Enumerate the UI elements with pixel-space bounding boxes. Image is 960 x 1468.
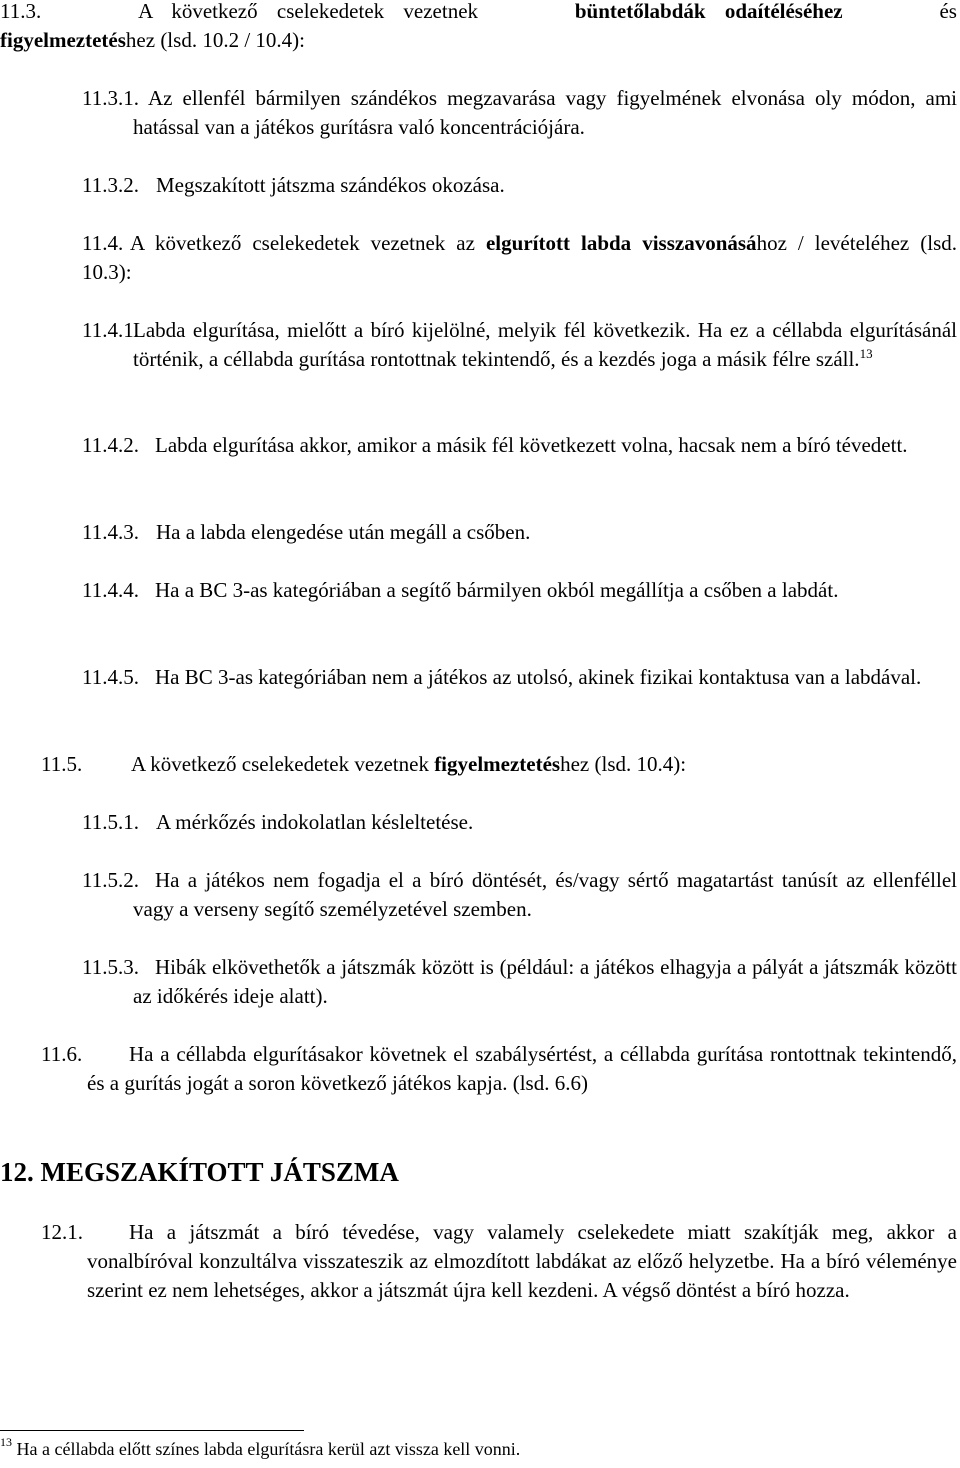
- section-keyword: figyelmeztetés: [0, 28, 126, 52]
- section-number: 11.4.1.: [82, 318, 139, 342]
- section-number: 11.4.: [82, 231, 124, 255]
- section-11-5-3-text: Hibák elkövethetők a játszmák között is (például: a játékos elhagyja a pályát a játszmák között az időkérés ideje alatt).: [133, 955, 957, 1008]
- footnote-marker: 13: [0, 1435, 12, 1449]
- section-11-5-2-text: Ha a játékos nem fogadja el a bíró döntését, és/vagy sértő magatartást tanúsít az ellenféllel vagy a verseny segítő személyzetével szemben.: [133, 868, 957, 921]
- section-number: 12.1.: [41, 1220, 83, 1244]
- footnote: [0, 1437, 520, 1461]
- section-11-5-line: [131, 750, 686, 779]
- section-text: hez (lsd. 10.4):: [560, 752, 687, 776]
- section-text: és: [939, 0, 957, 23]
- section-text: A következő cselekedetek vezetnek az: [130, 231, 475, 255]
- section-number: 11.3.2.: [82, 173, 139, 197]
- section-11-5-1-text: A mérkőzés indokolatlan késleltetése.: [156, 810, 474, 834]
- section-number: 11.5.3.: [82, 955, 139, 979]
- section-number: 11.5.: [41, 752, 83, 776]
- section-number: 11.6.: [41, 1042, 83, 1066]
- section-text: Labda elgurítása, mielőtt a bíró kijelölné, melyik fél következik. Ha ez a céllabda elgurításánál történik, a céllabda gurítása rontottnak tekintendő, és a kezdés joga a másik félre száll.: [133, 318, 957, 371]
- section-number: 11.4.5.: [82, 665, 139, 689]
- section-11-4-text: [82, 229, 957, 287]
- section-keyword: figyelmeztetés: [434, 752, 561, 776]
- section-number: 11.5.1.: [82, 810, 139, 834]
- section-text: hoz / levételéhez (lsd. 10.3):: [82, 231, 957, 284]
- section-11-3-1-text: Az ellenfél bármilyen szándékos megzavarása vagy figyelmének elvonása oly módon, ami hatással van a játékos gurításra való koncentrációjára.: [133, 86, 957, 139]
- section-keyword: elgurított labda visszavonásá: [485, 231, 757, 255]
- section-12-1-text: Ha a játszmát a bíró tévedése, vagy valamely cselekedete miatt szakítják meg, akkor a vonalbíróval konzultálva visszateszik az elmozdított labdákat az előző helyzetbe. Ha a bíró véleménye szerint ez nem lehetséges, akkor a játszmát újra kell kezdeni. A végső döntést a bíró hozza.: [87, 1220, 957, 1302]
- footnote-reference[interactable]: 13: [859, 346, 873, 361]
- section-number: 11.3.1.: [82, 86, 139, 110]
- footnote-text: Ha a céllabda előtt színes labda elgurításra kerül azt vissza kell vonni.: [16, 1439, 521, 1459]
- section-11-3-2-text: Megszakított játszma szándékos okozása.: [156, 173, 505, 197]
- section-number: 11.4.4.: [82, 578, 139, 602]
- section-11-3-line-2: [0, 26, 305, 55]
- section-11-6-text: Ha a céllabda elgurításakor követnek el szabálysértést, a céllabda gurítása rontottnak tekintendő, és a gurítás jogát a soron következő játékos kapja. (lsd. 6.6): [87, 1042, 957, 1095]
- section-number: 11.4.2.: [82, 433, 139, 457]
- section-11-3-line-1: [0, 0, 957, 26]
- section-number: 11.3.: [0, 0, 42, 23]
- section-text: hez (lsd. 10.2 / 10.4):: [125, 28, 305, 52]
- section-text: A következő cselekedetek vezetnek: [131, 752, 429, 776]
- section-11-4-2-text: Labda elgurítása akkor, amikor a másik fél következett volna, hacsak nem a bíró tévedett.: [155, 433, 908, 457]
- section-keyword: büntetőlabdák odaítéléséhez: [574, 0, 843, 23]
- section-11-4-5-text: Ha BC 3-as kategóriában nem a játékos az utolsó, akinek fizikai kontaktusa van a labdával.: [155, 665, 922, 689]
- footnote-separator: [0, 1430, 304, 1431]
- section-number: 11.5.2.: [82, 868, 139, 892]
- section-11-4-4-text: Ha a BC 3-as kategóriában a segítő bármilyen okból megállítja a csőben a labdát.: [155, 578, 839, 602]
- chapter-heading: 12. MEGSZAKÍTOTT JÁTSZMA: [0, 1157, 399, 1187]
- section-text: A következő cselekedetek vezetnek: [138, 0, 479, 23]
- section-11-4-1-text: [133, 316, 957, 374]
- section-11-4-3-text: Ha a labda elengedése után megáll a csőben.: [156, 520, 531, 544]
- section-number: 11.4.3.: [82, 520, 139, 544]
